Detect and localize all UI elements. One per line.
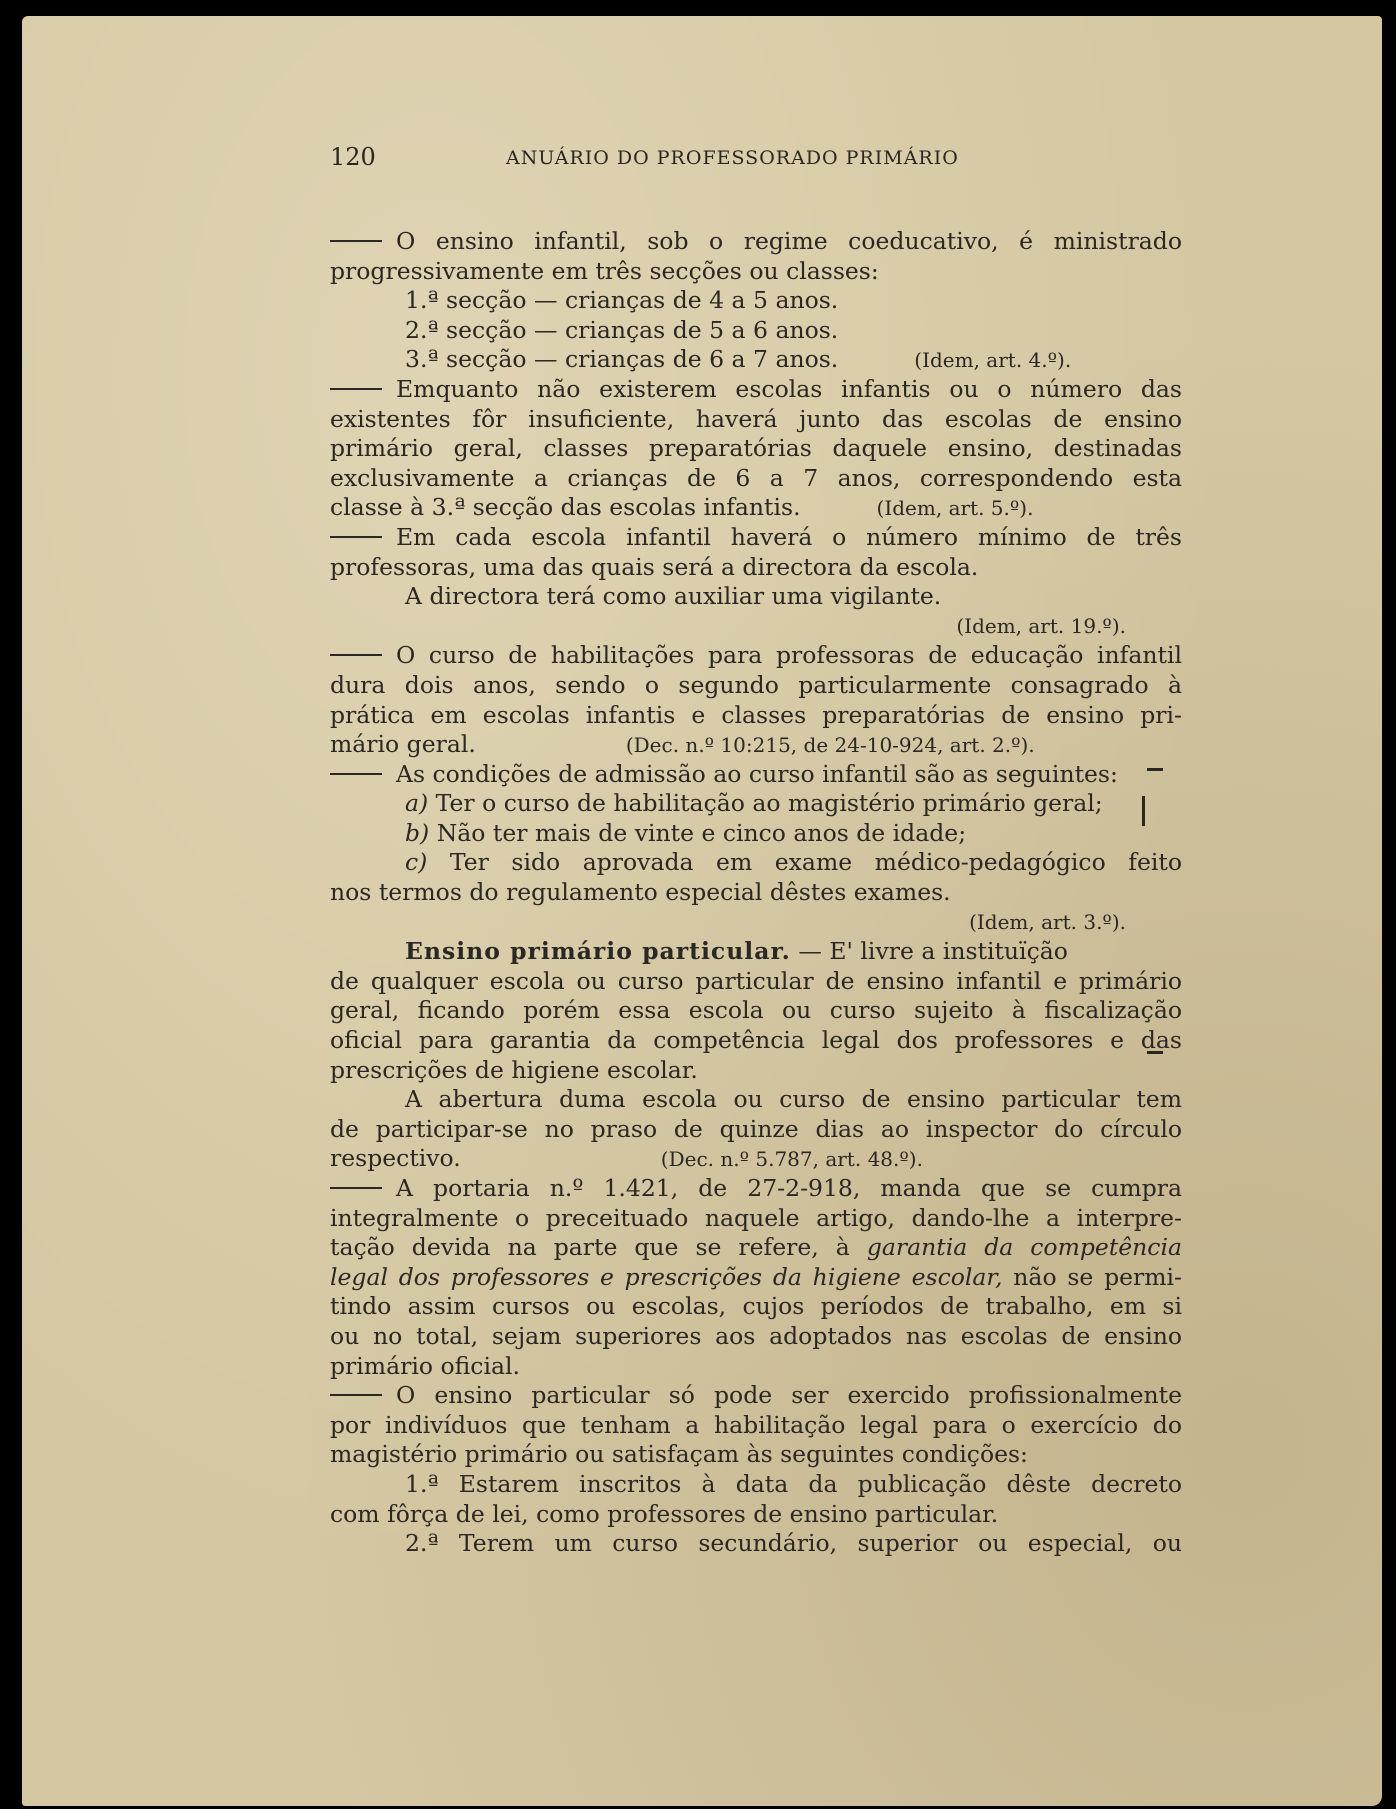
text-line: legal dos professores e prescrições da higiene escolar, não se permi- — [330, 1262, 1182, 1291]
text-line: magistério primário ou satisfaçam às seguintes condições: — [330, 1440, 1028, 1469]
text-line: de qualquer escola ou curso particular de ensino infantil e primário — [330, 966, 1182, 995]
text-line: nos termos do regulamento especial dêstes exames. — [330, 878, 951, 907]
em-rule — [330, 240, 382, 242]
section-heading: Ensino primário particular. — [405, 937, 791, 966]
em-rule — [330, 773, 382, 775]
text-line: A portaria n.º 1.421, de 27-2-918, manda que se cumpra — [330, 1174, 1182, 1204]
text-line: O curso de habilitações para professoras de educação infantil — [330, 641, 1182, 671]
citation: (Dec. n.º 10:215, de 24-10-924, art. 2.º). — [625, 733, 1035, 758]
text-line: 1.ª secção — crianças de 4 a 5 anos. — [405, 286, 839, 315]
text-line: Ensino primário particular. — E' livre a instituïção — [405, 937, 1068, 966]
citation: (Idem, art. 4.º). — [914, 348, 1072, 373]
text-line: mário geral. (Dec. n.º 10:215, de 24-10-924, art. 2.º). — [330, 730, 1182, 760]
text-line: progressivamente em três secções ou classes: — [330, 256, 879, 285]
text-line: 2.ª secção — crianças de 5 a 6 anos. — [405, 315, 839, 344]
text-line: A directora terá como auxiliar uma vigilante. — [405, 582, 942, 611]
text-line: ou no total, sejam superiores aos adoptados nas escolas de ensino — [330, 1321, 1182, 1350]
citation: (Dec. n.º 5.787, art. 48.º). — [660, 1147, 923, 1172]
list-item: b) Não ter mais de vinte e cinco anos de idade; — [405, 818, 967, 847]
text-line: professoras, uma das quais será a directora da escola. — [330, 552, 979, 581]
list-item: 2.ª Terem um curso secundário, superior ou especial, ou — [405, 1529, 1182, 1558]
text-line: 3.ª secção — crianças de 6 a 7 anos. (Idem, art. 4.º). — [330, 345, 1182, 375]
text-line: classe à 3.ª secção das escolas infantis. (Idem, art. 5.º). — [330, 493, 1182, 523]
text-line: prescrições de higiene escolar. — [330, 1055, 698, 1084]
text-line: com fôrça de lei, como professores de ensino particular. — [330, 1499, 999, 1528]
page-header — [330, 143, 1200, 171]
text-line: oficial para garantia da competência legal dos professores e das — [330, 1026, 1182, 1055]
text-line: tação devida na parte que se refere, à garantia da competência — [330, 1233, 1182, 1262]
list-item: 1.ª Estarem inscritos à data da publicação dêste decreto — [405, 1469, 1182, 1498]
citation: (Idem, art. 19.º). — [956, 613, 1126, 638]
text-line: por indivíduos que tenham a habilitação legal para o exercício do — [330, 1410, 1182, 1439]
running-title: ANUÁRIO DO PROFESSORADO PRIMÁRIO — [506, 147, 959, 169]
text-line: O ensino infantil, sob o regime coeducativo, é ministrado — [330, 227, 1182, 257]
text-line: existentes fôr insuficiente, haverá junto das escolas de ensino — [330, 404, 1182, 433]
text-line: Em cada escola infantil haverá o número mínimo de três — [330, 523, 1182, 553]
list-item: c) Ter sido aprovada em exame médico-pedagógico feito — [405, 848, 1182, 877]
em-rule — [330, 536, 382, 538]
text-line: A abertura duma escola ou curso de ensino particular tem — [405, 1085, 1182, 1114]
text-line: integralmente o preceituado naquele artigo, dando-lhe a interpre- — [330, 1203, 1182, 1232]
text-line: primário oficial. — [330, 1351, 520, 1380]
list-item: a) Ter o curso de habilitação ao magistério primário geral; — [405, 789, 1103, 818]
em-rule — [330, 1187, 382, 1189]
text-line: exclusivamente a crianças de 6 a 7 anos, correspondendo esta — [330, 463, 1182, 492]
text-line: prática em escolas infantis e classes preparatórias de ensino pri- — [330, 700, 1182, 729]
citation: (Idem, art. 5.º). — [876, 496, 1034, 521]
text-line: respectivo. (Dec. n.º 5.787, art. 48.º). — [330, 1144, 1182, 1174]
em-rule — [330, 654, 382, 656]
text-line: O ensino particular só pode ser exercido profissionalmente — [330, 1381, 1182, 1411]
em-rule — [330, 1394, 382, 1396]
em-rule — [330, 388, 382, 390]
text-line: de participar-se no praso de quinze dias ao inspector do círculo — [330, 1114, 1182, 1143]
text-line: primário geral, classes preparatórias daquele ensino, destinadas — [330, 434, 1182, 463]
text-line: tindo assim cursos ou escolas, cujos períodos de trabalho, em si — [330, 1292, 1182, 1321]
citation: (Idem, art. 3.º). — [969, 909, 1126, 934]
text-line: dura dois anos, sendo o segundo particularmente consagrado à — [330, 670, 1182, 699]
page-number: 120 — [330, 143, 376, 171]
text-line: geral, ficando porém essa escola ou curso sujeito à fiscalização — [330, 996, 1182, 1025]
body-text — [330, 227, 1182, 1559]
text-line: As condições de admissão ao curso infantil são as seguintes: — [330, 760, 1182, 790]
text-line: Emquanto não existerem escolas infantis ou o número das — [330, 375, 1182, 405]
